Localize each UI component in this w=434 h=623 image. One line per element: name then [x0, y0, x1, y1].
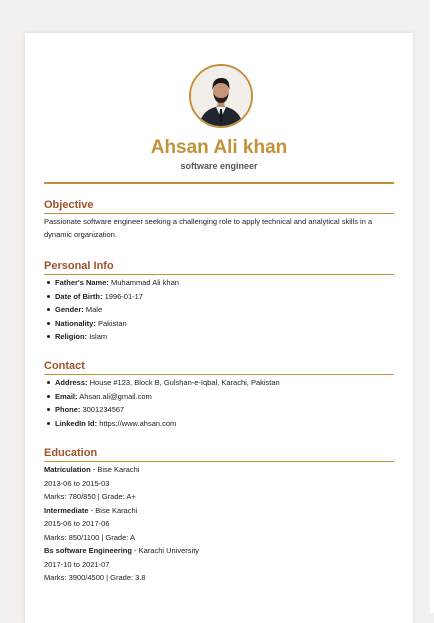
objective-section [44, 198, 394, 241]
education-degree-line [44, 544, 394, 558]
field-label: Address: [55, 378, 88, 387]
field-label: Date of Birth: [55, 291, 103, 301]
candidate-name: Ahsan Ali khan [150, 137, 288, 158]
contact-list [44, 376, 394, 430]
field-value: House #123, Block B, Gulshan-e-Iqbal, Karachi, Pakistan [89, 378, 280, 387]
list-item [55, 403, 394, 417]
section-heading-personal-info: Personal Info [44, 259, 394, 275]
degree-name: Intermediate [44, 505, 89, 515]
list-item [55, 376, 394, 390]
field-value: Muhammad Ali khan [110, 278, 179, 287]
degree-name: Bs software Engineering [44, 546, 132, 555]
field-value: Male [85, 305, 103, 314]
job-title: software engineer [180, 161, 258, 171]
personal-info-list [44, 276, 394, 344]
field-label: Gender: [55, 305, 84, 314]
education-degree-line [44, 504, 394, 518]
education-entry [44, 544, 394, 585]
list-item [55, 317, 394, 331]
list-item [55, 417, 394, 431]
education-degree-line [44, 463, 394, 477]
field-label: Email: [55, 391, 78, 401]
section-heading-objective: Objective [44, 198, 394, 214]
education-result: Marks: 3900/4500 | Grade: 3.8 [44, 573, 146, 582]
phone-value: 3001234567 [82, 405, 125, 414]
field-label: Religion: [55, 332, 88, 341]
education-dates: 2017-10 to 2021-07 [44, 559, 110, 569]
right-edge-strip [430, 0, 434, 613]
field-label: Father's Name: [55, 278, 109, 287]
education-result: Marks: 850/1100 | Grade: A [44, 532, 136, 542]
list-item [55, 276, 394, 290]
email-value: Ahsan.ali@gmail.com [79, 391, 152, 401]
list-item [55, 390, 394, 404]
education-entry [44, 463, 394, 504]
education-section [44, 446, 394, 585]
list-item [55, 303, 394, 317]
profile-photo [191, 66, 251, 126]
list-item [55, 290, 394, 304]
list-item [55, 330, 394, 344]
field-value: Islam [89, 332, 108, 341]
field-value: Pakistan [97, 318, 127, 328]
education-dates: 2015-06 to 2017-06 [44, 519, 110, 528]
personal-info-section [44, 259, 394, 344]
field-label: Nationality: [55, 318, 96, 328]
degree-name: Matriculation [44, 465, 91, 474]
field-value: 1996-01-17 [104, 291, 143, 301]
field-label: Phone: [55, 405, 81, 414]
resume-page [25, 33, 413, 623]
institution-name: - Bise Karachi [88, 505, 138, 515]
header-divider [44, 182, 394, 184]
education-entry [44, 504, 394, 545]
contact-section [44, 359, 394, 430]
institution-name: - Bise Karachi [90, 465, 140, 474]
avatar [189, 64, 253, 128]
field-label: LinkedIn Id: [55, 418, 98, 428]
institution-name: - Karachi University [131, 546, 200, 555]
section-heading-contact: Contact [44, 359, 394, 375]
education-result: Marks: 780/850 | Grade: A+ [44, 492, 136, 501]
education-dates: 2013-06 to 2015-03 [44, 478, 110, 488]
linkedin-value: https://www.ahsan.com [99, 418, 177, 428]
section-heading-education: Education [44, 446, 394, 462]
objective-text: Passionate software engineer seeking a challenging role to apply technical and analytical skills in a dynamic organization. [44, 217, 373, 239]
